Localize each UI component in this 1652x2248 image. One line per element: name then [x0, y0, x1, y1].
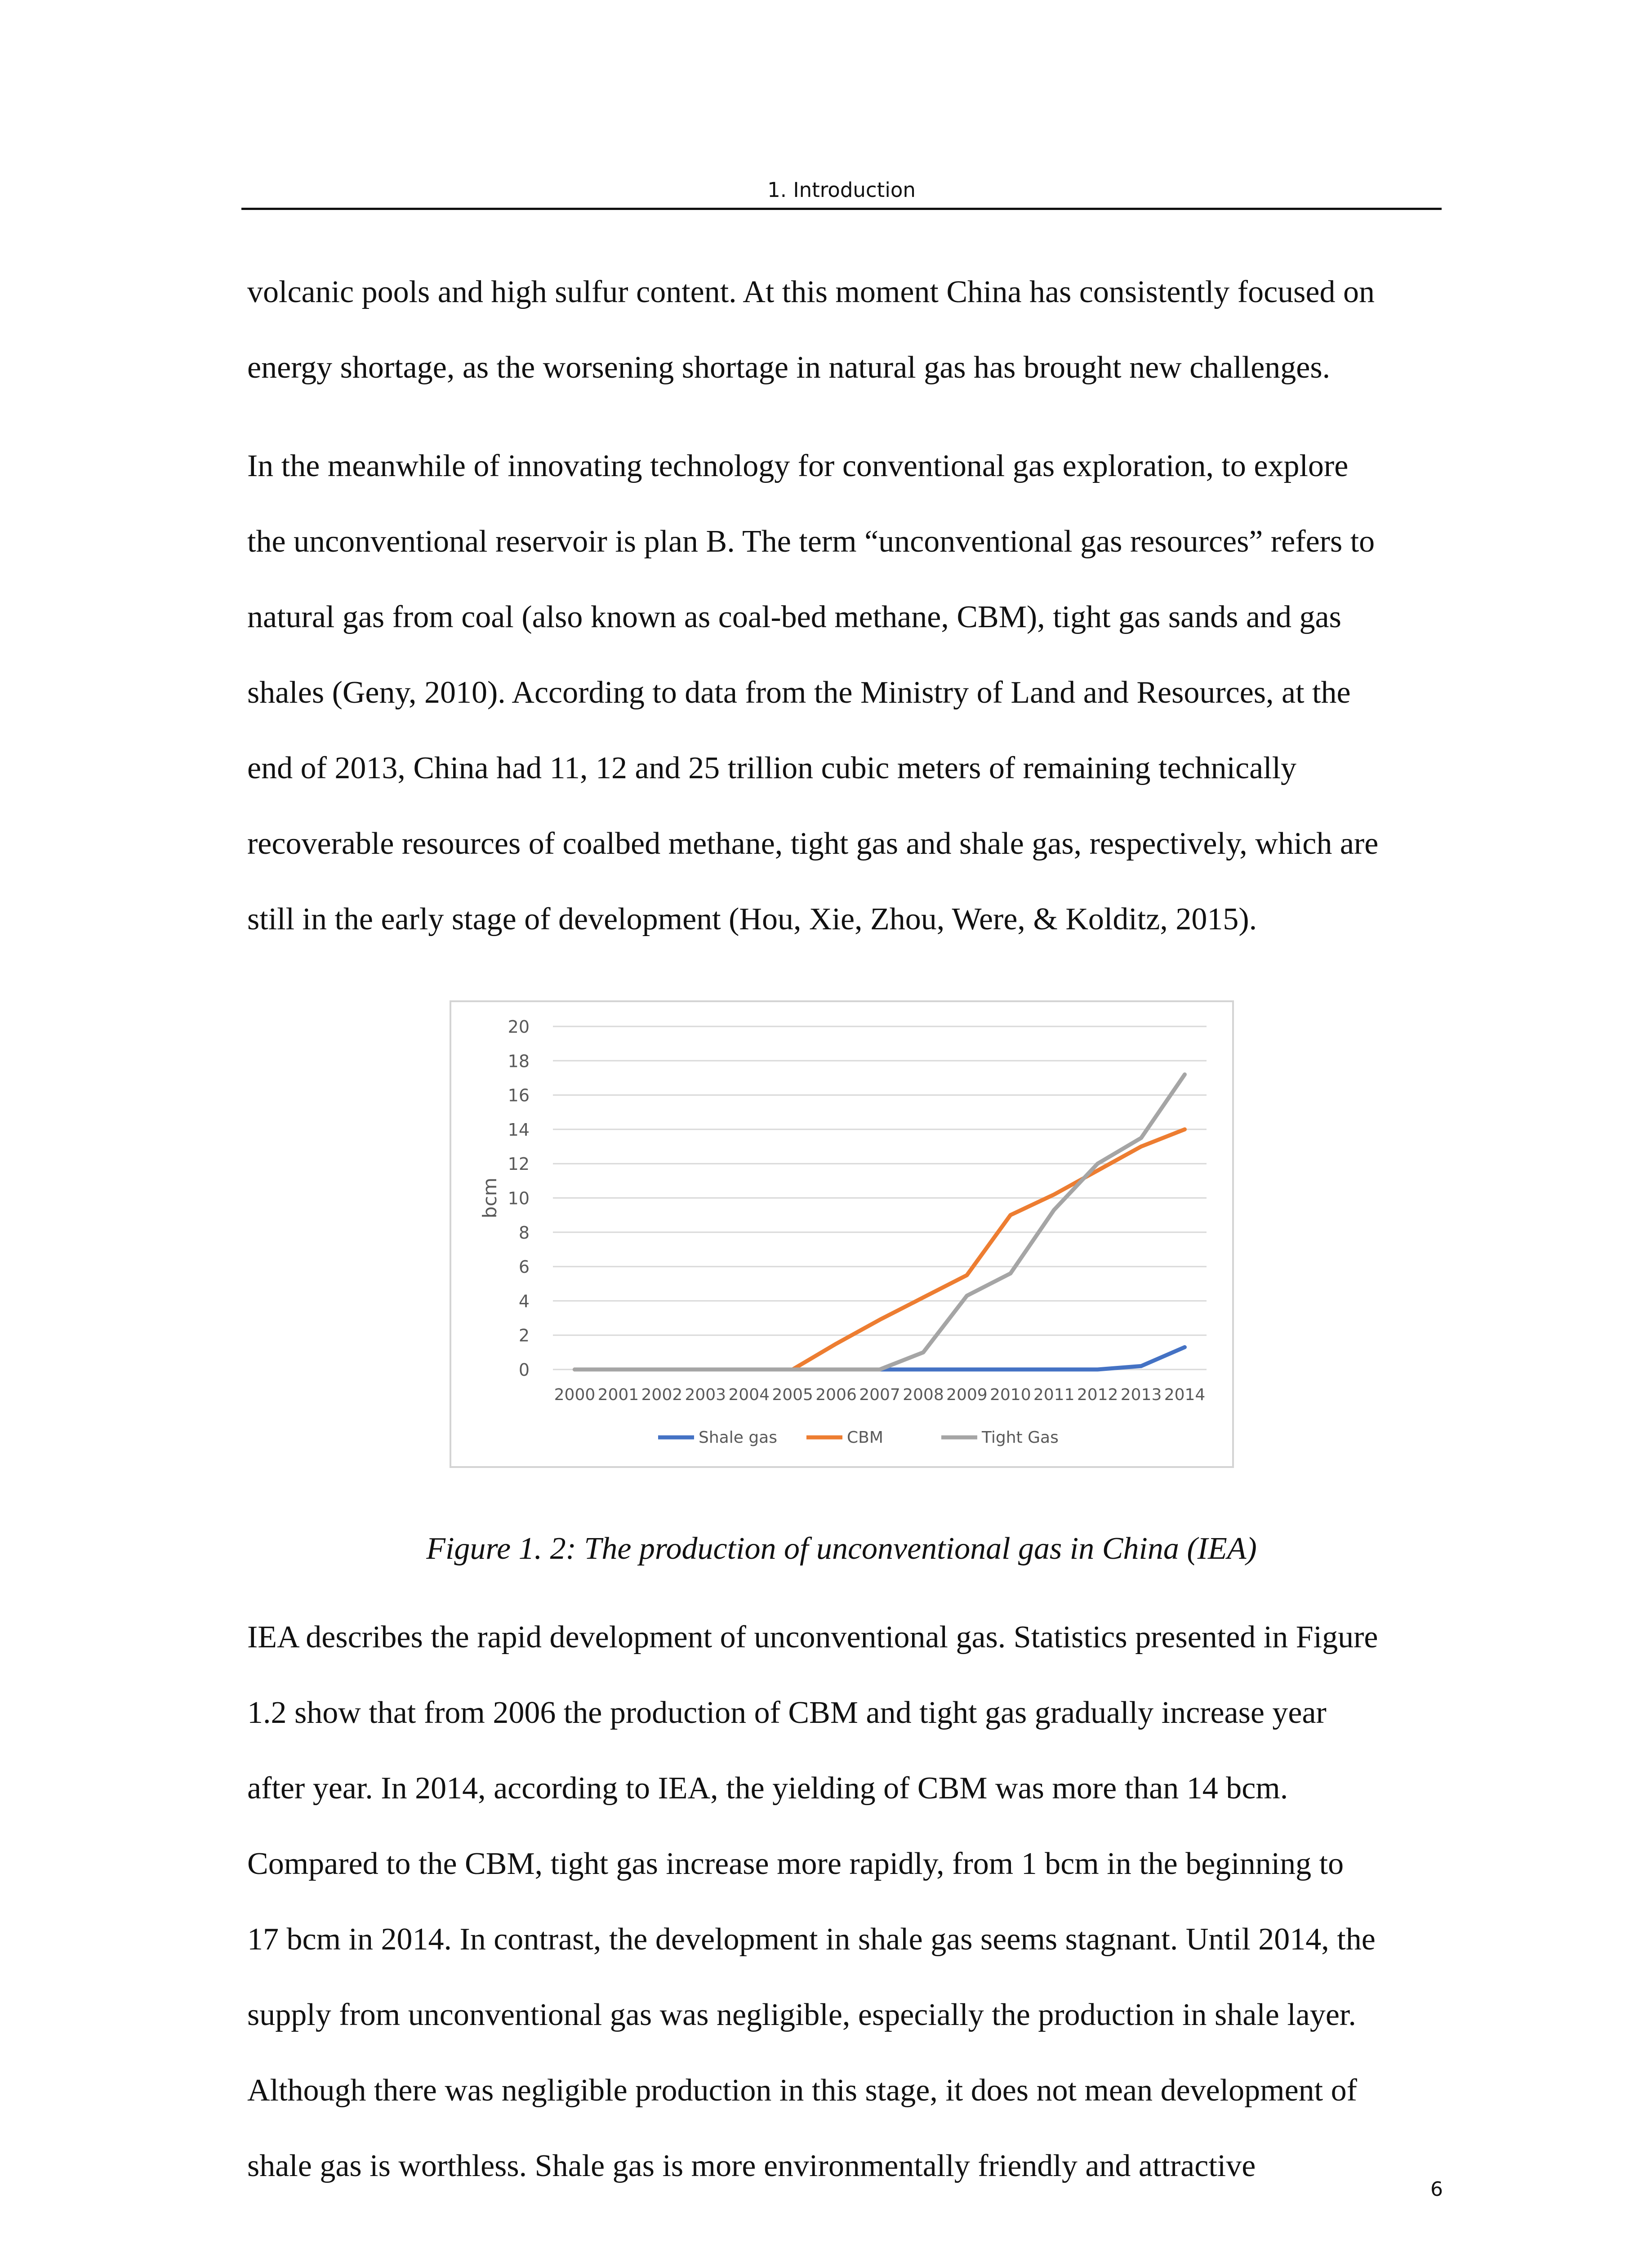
paragraph-3 — [247, 1600, 1443, 2204]
text-line: 1.2 show that from 2006 the production of CBM and tight gas gradually increase year — [247, 1695, 1327, 1730]
text-line: natural gas from coal (also known as coal-bed methane, CBM), tight gas sands and gas — [247, 600, 1341, 634]
y-tick-label: 10 — [508, 1188, 530, 1209]
text-line: end of 2013, China had 11, 12 and 25 trillion cubic meters of remaining technically — [247, 751, 1297, 785]
x-tick-label: 2011 — [1033, 1386, 1075, 1404]
legend-label: Tight Gas — [982, 1428, 1059, 1447]
x-tick-label: 2013 — [1120, 1386, 1162, 1404]
paragraph-1 — [247, 254, 1443, 406]
text-line: recoverable resources of coalbed methane, tight gas and shale gas, respectively, which are — [247, 826, 1379, 861]
x-tick-label: 2010 — [989, 1386, 1031, 1404]
text-line: Compared to the CBM, tight gas increase more rapidly, from 1 bcm in the beginning to — [247, 1847, 1344, 1881]
running-header: 1. Introduction — [767, 178, 916, 202]
series-line — [575, 1347, 1185, 1369]
y-tick-label: 16 — [508, 1085, 530, 1106]
x-tick-label: 2009 — [946, 1386, 988, 1404]
text-line: still in the early stage of development (Hou, Xie, Zhou, Were, & Kolditz, 2015). — [247, 902, 1257, 937]
figure-caption: Figure 1. 2: The production of unconventional gas in China (IEA) — [426, 1531, 1257, 1566]
paragraph-2 — [247, 428, 1443, 957]
text-line: the unconventional reservoir is plan B. The term “unconventional gas resources” refers to — [247, 524, 1375, 559]
x-tick-label: 2008 — [903, 1386, 944, 1404]
x-tick-label: 2007 — [859, 1386, 900, 1404]
y-tick-label: 0 — [518, 1360, 530, 1380]
text-line: shales (Geny, 2010). According to data from the Ministry of Land and Resources, at the — [247, 675, 1351, 710]
text-line: In the meanwhile of innovating technology for conventional gas exploration, to explore — [247, 449, 1349, 483]
text-line: after year. In 2014, according to IEA, the yielding of CBM was more than 14 bcm. — [247, 1771, 1288, 1806]
legend-label: CBM — [847, 1428, 883, 1447]
line-chart — [451, 1002, 1232, 1466]
y-tick-label: 12 — [508, 1154, 530, 1174]
x-tick-label: 2005 — [772, 1386, 813, 1404]
x-tick-label: 2003 — [685, 1386, 726, 1404]
x-tick-label: 2014 — [1164, 1386, 1206, 1404]
x-tick-label: 2000 — [554, 1386, 596, 1404]
y-tick-label: 8 — [518, 1222, 530, 1243]
header-rule — [241, 208, 1442, 210]
chart-figure — [450, 1000, 1234, 1468]
y-tick-label: 18 — [508, 1051, 530, 1071]
y-tick-label: 6 — [518, 1257, 530, 1277]
y-tick-label: 14 — [508, 1120, 530, 1140]
text-line: 17 bcm in 2014. In contrast, the development in shale gas seems stagnant. Until 2014, the — [247, 1922, 1376, 1957]
page-number: 6 — [1430, 2178, 1443, 2201]
text-line: Although there was negligible production in this stage, it does not mean development of — [247, 2073, 1357, 2108]
text-line: energy shortage, as the worsening shortage in natural gas has brought new challenges. — [247, 350, 1331, 385]
y-tick-label: 2 — [518, 1325, 530, 1346]
y-axis-label: bcm — [479, 1178, 501, 1218]
text-line: supply from unconventional gas was negligible, especially the production in shale layer. — [247, 1998, 1356, 2032]
x-tick-label: 2002 — [641, 1386, 683, 1404]
legend-label: Shale gas — [699, 1428, 777, 1447]
x-tick-label: 2004 — [728, 1386, 770, 1404]
text-line: volcanic pools and high sulfur content. At this moment China has consistently focused on — [247, 275, 1375, 309]
y-tick-label: 20 — [508, 1017, 530, 1037]
x-tick-label: 2001 — [597, 1386, 639, 1404]
x-tick-label: 2006 — [815, 1386, 857, 1404]
text-line: IEA describes the rapid development of unconventional gas. Statistics presented in Figure — [247, 1620, 1378, 1655]
y-tick-label: 4 — [518, 1291, 530, 1311]
series-line — [575, 1075, 1185, 1369]
x-tick-label: 2012 — [1077, 1386, 1118, 1404]
text-line: shale gas is worthless. Shale gas is more environmentally friendly and attractive — [247, 2149, 1256, 2183]
